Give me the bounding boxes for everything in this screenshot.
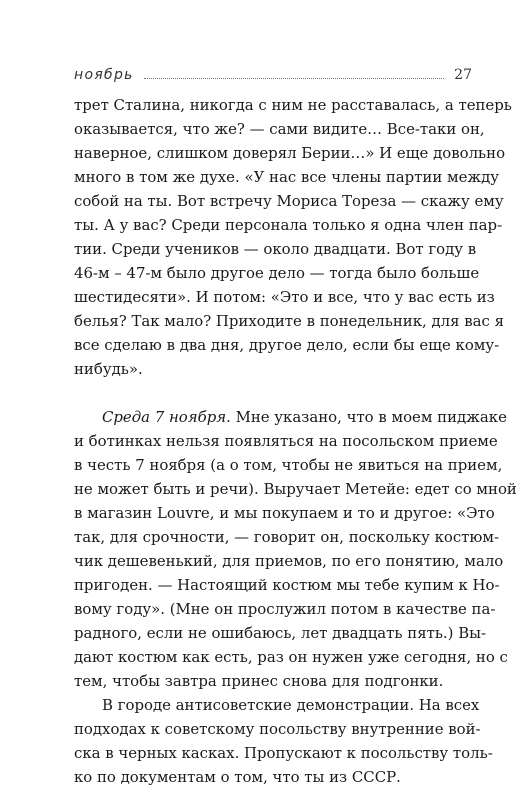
page-number: 27 bbox=[454, 67, 472, 83]
text-line: шестидесяти». И потом: «Это и все, что у вас есть из bbox=[74, 288, 495, 306]
entry-text: Мне указано, что в моем пиджаке bbox=[230, 408, 507, 426]
text-line: нибудь». bbox=[74, 360, 143, 378]
text-line: в магазин Louvre, и мы покупаем и то и другое: «Это bbox=[74, 504, 495, 522]
text-line: и ботинках нельзя появляться на посольском приеме bbox=[74, 432, 498, 450]
section-title: ноябрь bbox=[74, 67, 134, 83]
text-line: тии. Среди учеников — около двадцати. Вот году в bbox=[74, 240, 477, 258]
text-line: трет Сталина, никогда с ним не расставалась, а теперь bbox=[74, 96, 512, 114]
text-line: белья? Так мало? Приходите в понедельник, для вас я bbox=[74, 312, 504, 330]
text-line: В городе антисоветские демонстрации. На всех bbox=[102, 696, 480, 714]
diary-entry-first-line bbox=[102, 406, 507, 428]
running-header bbox=[74, 63, 472, 83]
text-line: 46-м – 47-м было другое дело — тогда было больше bbox=[74, 264, 480, 282]
text-line: чик дешевенький, для приемов, по его понятию, мало bbox=[74, 552, 504, 570]
text-line: ко по документам о том, что ты из СССР. bbox=[74, 768, 401, 786]
text-line: подходах к советскому посольству внутренние вой- bbox=[74, 720, 481, 738]
text-line: в честь 7 ноября (а о том, чтобы не явиться на прием, bbox=[74, 456, 503, 474]
text-line: радного, если не ошибаюсь, лет двадцать пять.) Вы- bbox=[74, 624, 487, 642]
text-line: все сделаю в два дня, другое дело, если бы еще кому- bbox=[74, 336, 500, 354]
text-line: оказывается, что же? — сами видите… Все-таки он, bbox=[74, 120, 485, 138]
text-line: вому году». (Мне он прослужил потом в качестве па- bbox=[74, 600, 496, 618]
text-line: дают костюм как есть, раз он нужен уже сегодня, но с bbox=[74, 648, 508, 666]
text-line: так, для срочности, — говорит он, поскольку костюм- bbox=[74, 528, 500, 546]
text-line: не может быть и речи). Выручает Метейе: едет со мной bbox=[74, 480, 517, 498]
text-line: много в том же духе. «У нас все члены партии между bbox=[74, 168, 500, 186]
text-line: наверное, слишком доверял Берии…» И еще довольно bbox=[74, 144, 506, 162]
entry-date: Среда 7 ноября. bbox=[102, 408, 231, 426]
text-line: ты. А у вас? Среди персонала только я одна член пар- bbox=[74, 216, 503, 234]
text-line: тем, чтобы завтра принес снова для подгонки. bbox=[74, 672, 444, 690]
text-line: пригоден. — Настоящий костюм мы тебе купим к Но- bbox=[74, 576, 500, 594]
text-line: собой на ты. Вот встречу Мориса Тореза — скажу ему bbox=[74, 192, 504, 210]
dotted-leader bbox=[144, 78, 444, 79]
text-line: ска в черных касках. Пропускают к посольству толь- bbox=[74, 744, 493, 762]
